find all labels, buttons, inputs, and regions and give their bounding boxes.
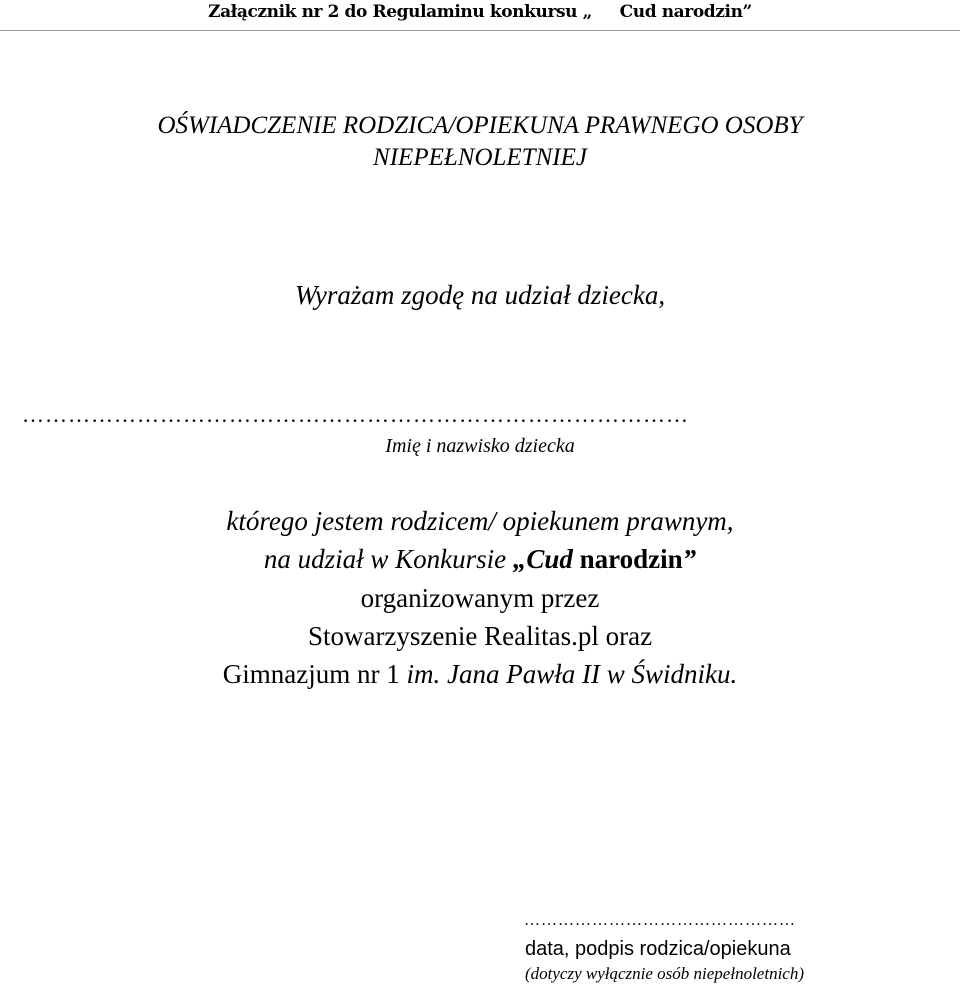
signature-note: (dotyczy wyłącznie osób niepełnoletnich) bbox=[525, 964, 804, 983]
child-name-label: Imię i nazwisko dziecka bbox=[385, 435, 575, 457]
contest-intro-text: na udział w Konkursie bbox=[263, 544, 513, 574]
signature-label: data, podpis rodzica/opiekuna bbox=[525, 938, 791, 960]
signature-fill-line: ………………………………………… bbox=[524, 912, 796, 929]
page-header bbox=[0, 0, 960, 31]
contest-name-close: ” bbox=[682, 544, 697, 574]
contest-name-rest: narodzin bbox=[572, 544, 683, 574]
school-name-text: Gimnazjum nr 1 bbox=[222, 659, 407, 689]
contest-participation-line bbox=[0, 540, 960, 578]
organizer-school-line bbox=[0, 655, 960, 693]
header-text: Załącznik nr 2 do Regulaminu konkursu „ Cud narodzin” bbox=[208, 2, 752, 22]
child-name-fill-line: …………………………………………………………………………… bbox=[22, 402, 689, 427]
document-title-line-1: OŚWIADCZENIE RODZICA/OPIEKUNA PRAWNEGO OSOBY bbox=[157, 112, 803, 139]
consent-statement: Wyrażam zgodę na udział dziecka, bbox=[294, 280, 666, 310]
contest-name-open: „Cud bbox=[512, 544, 573, 574]
organizer-association-line: Stowarzyszenie Realitas.pl oraz bbox=[307, 621, 653, 651]
school-patron-text: im. Jana Pawła II w Świdniku. bbox=[406, 659, 738, 689]
organizer-intro-line: organizowanym przez bbox=[360, 583, 600, 613]
guardian-statement-line: którego jestem rodzicem/ opiekunem prawnym, bbox=[226, 506, 734, 536]
document-title-line-2: NIEPEŁNOLETNIEJ bbox=[373, 144, 587, 171]
